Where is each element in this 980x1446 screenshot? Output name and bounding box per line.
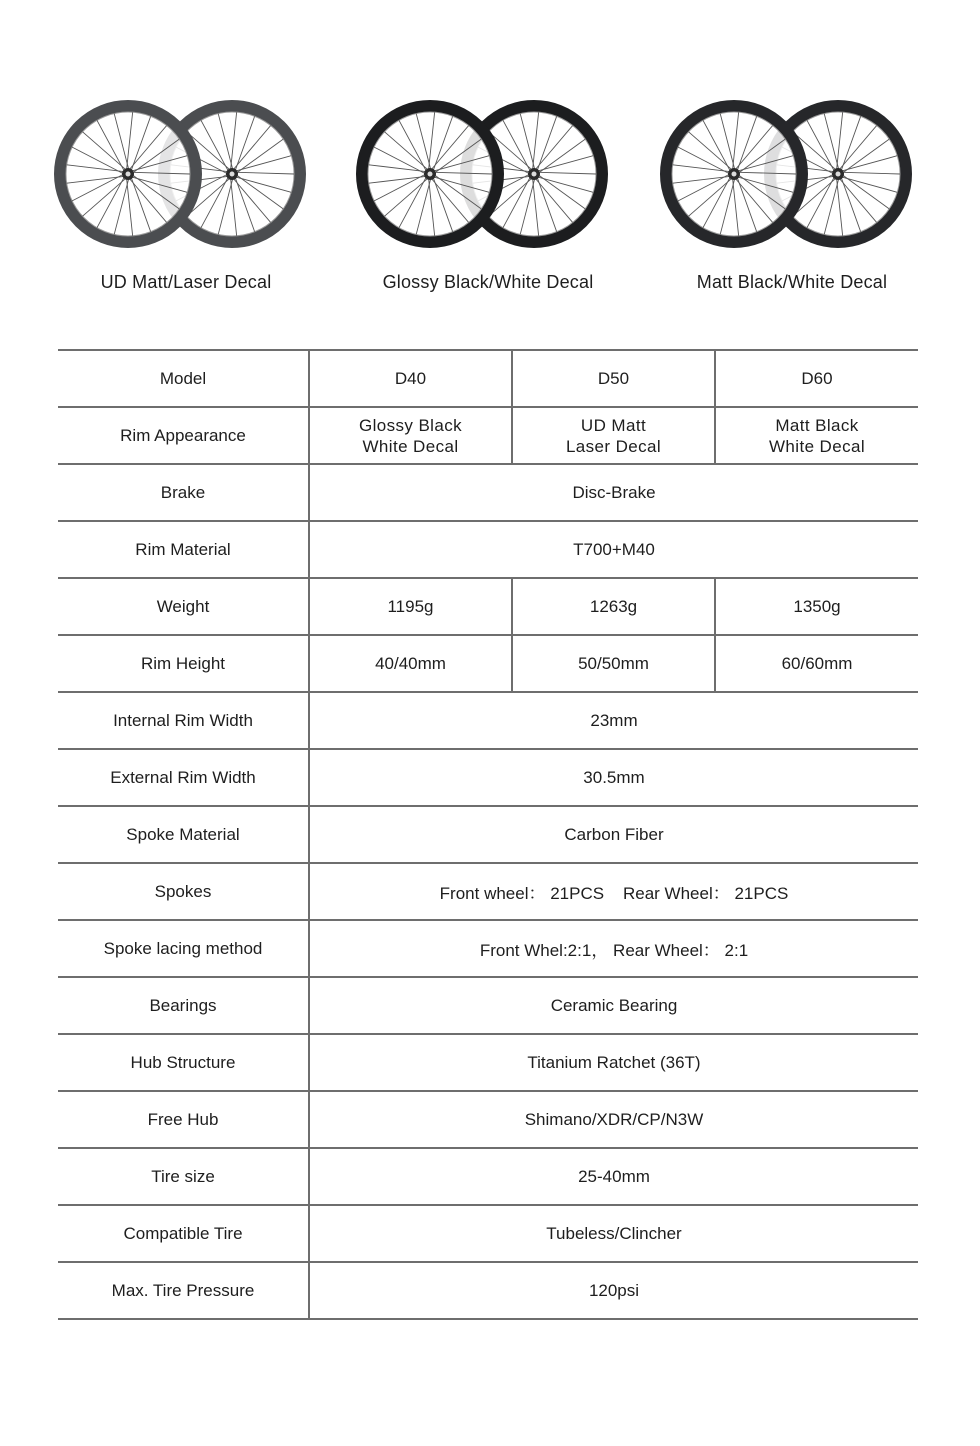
hub-axle [126, 172, 131, 177]
wheel [666, 106, 802, 242]
row-label: Model [58, 350, 309, 407]
cell-value: Tubeless/Clincher [309, 1205, 918, 1262]
table-row-rim-appearance [58, 407, 918, 464]
table-row-spokes [58, 863, 918, 920]
cell-line: White Decal [768, 436, 866, 456]
variant-label: Matt Black/White Decal [696, 272, 888, 292]
table-row-external-rim-width [58, 749, 918, 806]
row-label: Spoke lacing method [58, 920, 309, 977]
model-d60: D60 [715, 350, 918, 407]
cell-value: Front Whel:2:1， Rear Wheel： 2:1 [309, 920, 918, 977]
table-row-rim-height [58, 635, 918, 692]
cell-value: 40/40mm [309, 635, 512, 692]
hub-axle [732, 172, 737, 177]
cell-value: Ceramic Bearing [309, 977, 918, 1034]
cell-value: 120psi [309, 1262, 918, 1319]
table-row-internal-rim-width [58, 692, 918, 749]
row-label: Compatible Tire [58, 1205, 309, 1262]
variant-ud-matt [36, 90, 336, 310]
model-d40: D40 [309, 350, 512, 407]
cell-value: Carbon Fiber [309, 806, 918, 863]
cell-line: Laser Decal [565, 436, 662, 456]
table-row-tire-size [58, 1148, 918, 1205]
table-row-brake [58, 464, 918, 521]
wheelset-matt-black-icon [642, 90, 942, 260]
cell-value: Shimano/XDR/CP/N3W [309, 1091, 918, 1148]
row-label: Free Hub [58, 1091, 309, 1148]
cell-value: 1195g [309, 578, 512, 635]
wheelset-glossy-black-icon [338, 90, 638, 260]
table-row-hub-structure [58, 1034, 918, 1091]
row-label: Internal Rim Width [58, 692, 309, 749]
cell-value: 50/50mm [512, 635, 715, 692]
row-label: External Rim Width [58, 749, 309, 806]
row-label: Brake [58, 464, 309, 521]
row-label: Tire size [58, 1148, 309, 1205]
cell-value: T700+M40 [309, 521, 918, 578]
wheel-variants [0, 0, 980, 320]
table-row-spoke-lacing [58, 920, 918, 977]
table-row-weight [58, 578, 918, 635]
variant-label: UD Matt/Laser Decal [100, 272, 272, 292]
wheelset-ud-matt-icon [36, 90, 336, 260]
cell-line: Matt Black [775, 415, 859, 435]
table-row-max-tire-pressure [58, 1262, 918, 1319]
row-label: Weight [58, 578, 309, 635]
cell-value [512, 407, 715, 464]
cell-line: Glossy Black [358, 415, 463, 435]
wheel [60, 106, 196, 242]
cell-line: White Decal [362, 436, 459, 456]
table-row-model [58, 350, 918, 407]
row-label: Max. Tire Pressure [58, 1262, 309, 1319]
row-label: Rim Material [58, 521, 309, 578]
wheel [362, 106, 498, 242]
row-label: Hub Structure [58, 1034, 309, 1091]
hub-axle [532, 172, 537, 177]
variant-glossy-black [338, 90, 638, 310]
cell-value: Disc-Brake [309, 464, 918, 521]
model-d50: D50 [512, 350, 715, 407]
cell-value: Titanium Ratchet (36T) [309, 1034, 918, 1091]
hub-axle [230, 172, 235, 177]
table-row-bearings [58, 977, 918, 1034]
cell-line: UD Matt [580, 415, 647, 435]
table-row-free-hub [58, 1091, 918, 1148]
table-row-spoke-material [58, 806, 918, 863]
cell-value [715, 407, 918, 464]
cell-value: Front wheel： 21PCS Rear Wheel： 21PCS [309, 863, 918, 920]
spec-table [58, 349, 918, 1320]
hub-axle [428, 172, 433, 177]
variant-label: Glossy Black/White Decal [382, 272, 594, 292]
cell-value: 25-40mm [309, 1148, 918, 1205]
table-row-rim-material [58, 521, 918, 578]
row-label: Rim Appearance [58, 407, 309, 464]
variant-matt-black [642, 90, 942, 310]
cell-value: 1350g [715, 578, 918, 635]
cell-value: 23mm [309, 692, 918, 749]
table-row-compatible-tire [58, 1205, 918, 1262]
row-label: Bearings [58, 977, 309, 1034]
row-label: Spoke Material [58, 806, 309, 863]
cell-value: 1263g [512, 578, 715, 635]
hub-axle [836, 172, 841, 177]
cell-value [309, 407, 512, 464]
cell-value: 60/60mm [715, 635, 918, 692]
row-label: Rim Height [58, 635, 309, 692]
row-label: Spokes [58, 863, 309, 920]
cell-value: 30.5mm [309, 749, 918, 806]
